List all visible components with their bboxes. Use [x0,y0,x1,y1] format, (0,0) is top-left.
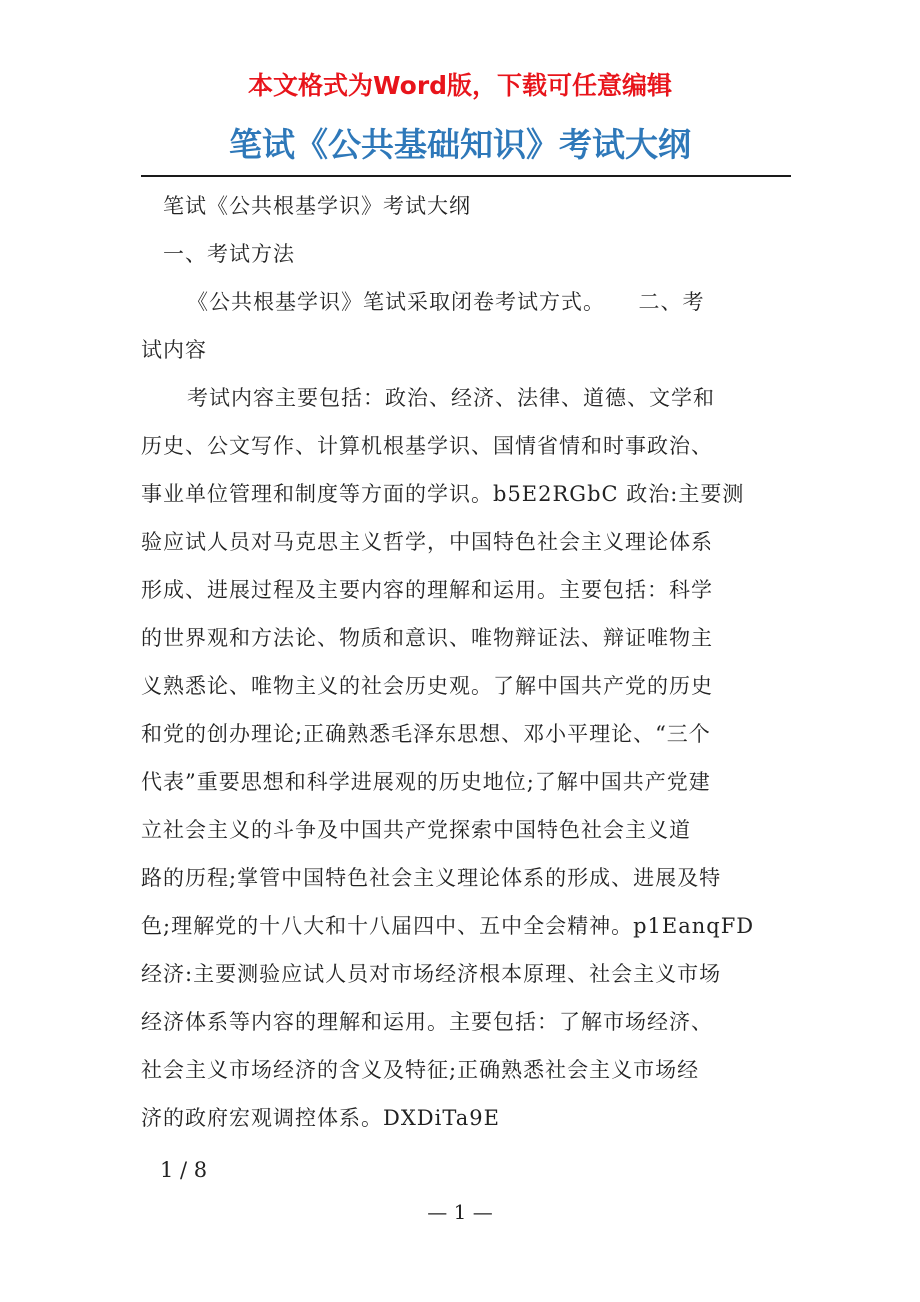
body-line: 经济:主要测验应试人员对市场经济根本原理、社会主义市场 [141,962,722,986]
body-line: 的世界观和方法论、物质和意识、唯物辩证法、辩证唯物主 [141,626,713,650]
body-line: 验应试人员对马克思主义哲学，中国特色社会主义理论体系 [141,530,713,554]
title-divider [141,175,791,177]
body-line: 试内容 [141,338,207,362]
page-number-footer: — 1 — [427,1200,493,1224]
page-indicator: 1 / 8 [160,1158,208,1182]
body-line: 笔试《公共根基学识》考试大纲 [163,194,471,218]
body-line: 社会主义市场经济的含义及特征;正确熟悉社会主义市场经 [141,1058,700,1082]
body-line: 义熟悉论、唯物主义的社会历史观。了解中国共产党的历史 [141,674,713,698]
body-line: 立社会主义的斗争及中国共产党探索中国特色社会主义道 [141,818,691,842]
body-line: 和党的创办理论;正确熟悉毛泽东思想、邓小平理论、“三个 [141,722,711,746]
document-body [141,182,789,1142]
section-heading: 一、考试方法 [163,242,295,266]
download-banner: 本文格式为Word版，下载可任意编辑 [247,71,673,100]
document-title: 笔试《公共基础知识》考试大纲 [229,125,691,164]
body-line: 考试内容主要包括：政治、经济、法律、道德、文学和 [187,386,715,410]
body-line: 形成、进展过程及主要内容的理解和运用。主要包括：科学 [141,578,713,602]
body-line: 路的历程;掌管中国特色社会主义理论体系的形成、进展及特 [141,866,722,890]
body-line: 色;理解党的十八大和十八届四中、五中全会精神。p1EanqFD [141,914,755,938]
body-line: 事业单位管理和制度等方面的学识。b5E2RGbC 政治:主要测 [141,482,745,506]
body-line: 历史、公文写作、计算机根基学识、国情省情和时事政治、 [141,434,713,458]
body-line: 《公共根基学识》笔试采取闭卷考试方式。 二、考 [187,290,705,314]
body-line: 济的政府宏观调控体系。DXDiTa9E [141,1106,500,1130]
body-line: 代表”重要思想和科学进展观的历史地位;了解中国共产党建 [141,770,711,794]
body-line: 经济体系等内容的理解和运用。主要包括：了解市场经济、 [141,1010,713,1034]
